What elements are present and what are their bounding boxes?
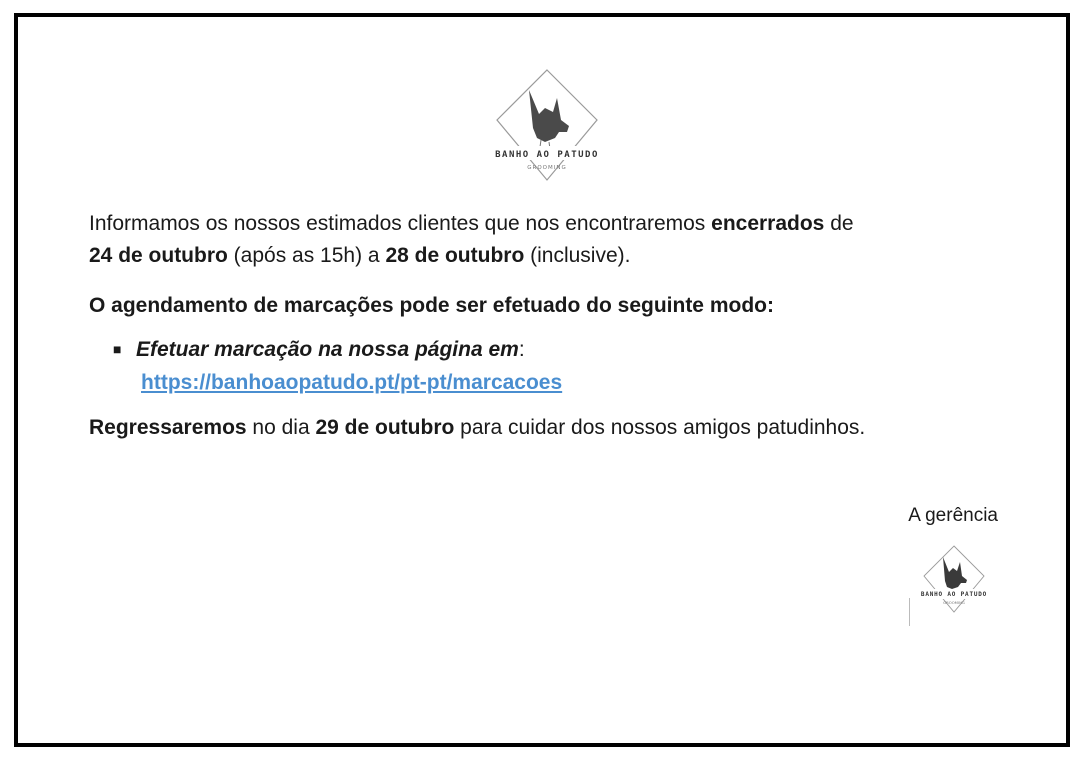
- small-brand-logo: [912, 544, 996, 616]
- small-dog-head-icon: [943, 557, 967, 589]
- intro-text-1: Informamos os nossos estimados clientes que nos encontraremos: [89, 212, 712, 235]
- small-logo-brand-text: BANHO AO PATUDO: [920, 591, 988, 598]
- bullet-label: Efetuar marcação na nossa página em: [136, 338, 519, 361]
- divider-line: [909, 598, 910, 626]
- square-bullet-icon: ■: [113, 341, 122, 357]
- return-text-1: no dia: [246, 416, 316, 439]
- inclusive-note: (inclusive).: [524, 244, 631, 267]
- dog-head-icon: [529, 90, 569, 142]
- booking-link[interactable]: https://banhoaopatudo.pt/pt-pt/marcacoes: [141, 371, 563, 394]
- return-word: Regressaremos: [89, 416, 247, 439]
- logo-brand-text: BANHO AO PATUDO: [495, 150, 599, 160]
- signature: A gerência: [908, 505, 998, 526]
- return-paragraph: [89, 412, 1019, 444]
- return-text-2: para cuidar dos nossos amigos patudinhos.: [454, 416, 866, 439]
- small-logo-tagline: GROOMING: [943, 600, 965, 605]
- date-end: 28 de outubro: [385, 244, 525, 267]
- closed-word: encerrados: [711, 212, 825, 235]
- bullet-colon: :: [518, 338, 525, 361]
- return-date: 29 de outubro: [315, 416, 455, 439]
- logo-tagline: GROOMING: [527, 165, 567, 171]
- brand-logo: [479, 68, 615, 184]
- time-note: (após as 15h) a: [227, 244, 386, 267]
- bullet-item: [136, 334, 525, 366]
- date-start: 24 de outubro: [89, 244, 228, 267]
- intro-text-2: de: [824, 212, 854, 235]
- booking-heading: O agendamento de marcações pode ser efetuado do seguinte modo:: [89, 294, 774, 317]
- closure-paragraph: [89, 208, 1019, 272]
